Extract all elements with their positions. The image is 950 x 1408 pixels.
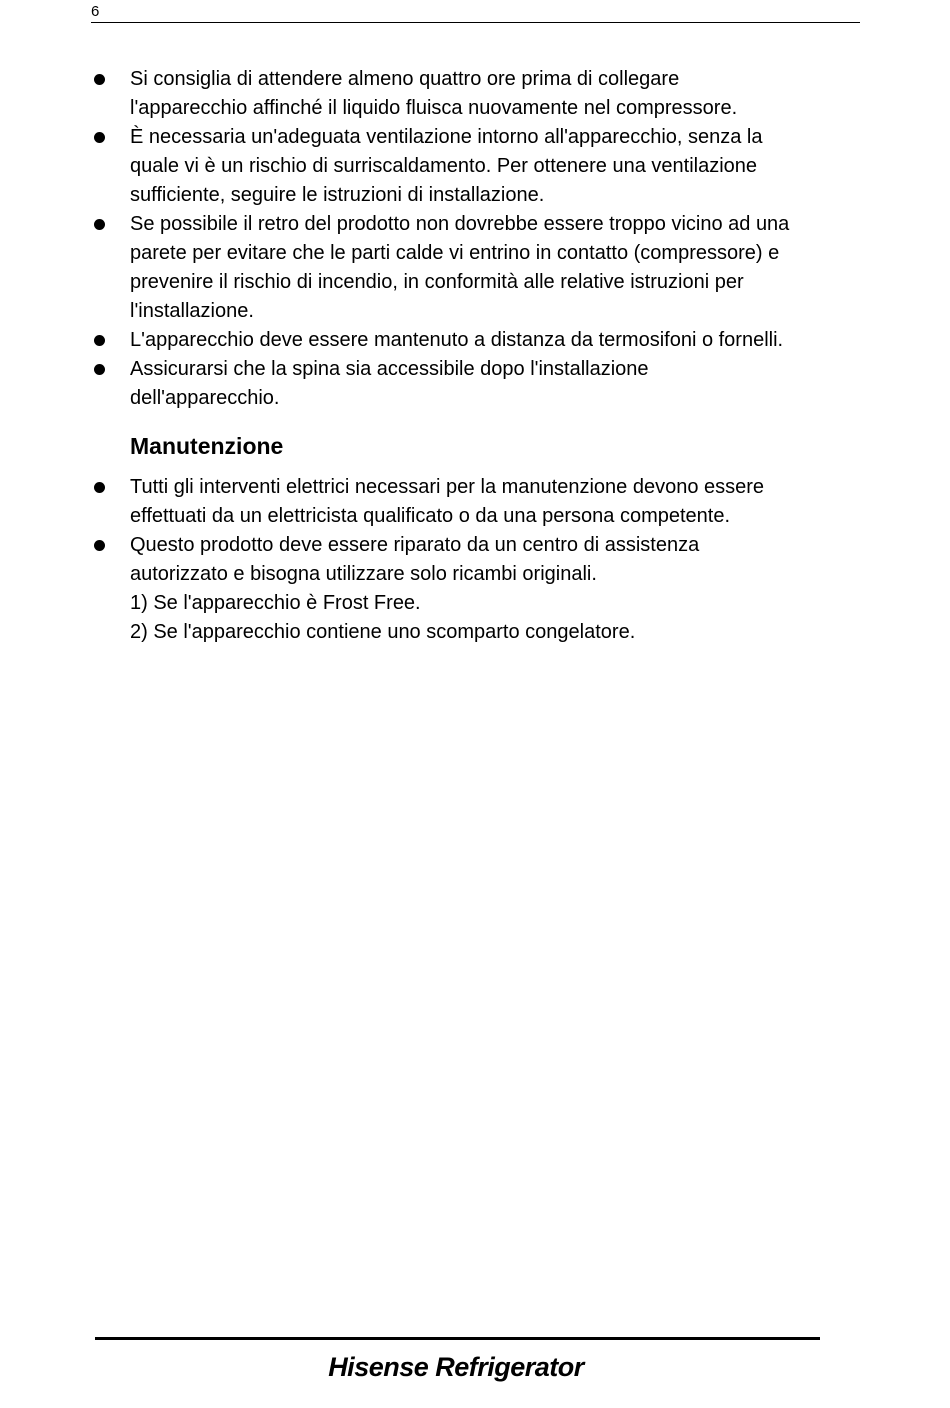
- bullet-icon: [94, 74, 105, 85]
- maintenance-list: [0, 473, 950, 589]
- footer-rule: [95, 1337, 820, 1340]
- bullet-icon: [94, 482, 105, 493]
- text-line: Assicurarsi che la spina sia accessibile dopo l'installazione: [130, 358, 649, 380]
- text-line: Se possibile il retro del prodotto non dovrebbe essere troppo vicino ad una: [130, 213, 790, 235]
- text-line: È necessaria un'adeguata ventilazione intorno all'apparecchio, senza la: [130, 126, 763, 148]
- text-line: quale vi è un rischio di surriscaldamento. Per ottenere una ventilazione: [130, 155, 758, 177]
- bullet-icon: [94, 219, 105, 230]
- footnote: 2) Se l'apparecchio contiene uno scomparto congelatore.: [130, 621, 636, 643]
- bullet-icon: [94, 364, 105, 375]
- safety-list: [0, 65, 950, 413]
- text-line: effettuati da un elettricista qualificato o da una persona competente.: [130, 505, 731, 527]
- bullet-icon: [94, 335, 105, 346]
- bullet-icon: [94, 540, 105, 551]
- list-item: [0, 123, 950, 210]
- bullet-icon: [94, 132, 105, 143]
- list-item: [0, 531, 950, 589]
- list-item: [0, 355, 950, 413]
- text-line: parete per evitare che le parti calde vi entrino in contatto (compressore) e: [130, 242, 780, 264]
- list-item: [0, 210, 950, 326]
- list-item: [0, 326, 950, 355]
- text-line: Questo prodotto deve essere riparato da un centro di assistenza: [130, 534, 700, 556]
- list-item: [0, 65, 950, 123]
- text-line: Tutti gli interventi elettrici necessari per la manutenzione devono essere: [130, 476, 765, 498]
- text-line: prevenire il rischio di incendio, in conformità alle relative istruzioni per: [130, 271, 744, 293]
- page-number: 6: [91, 3, 100, 20]
- brand-logo: Hisense Refrigerator: [328, 1352, 584, 1382]
- text-line: Si consiglia di attendere almeno quattro ore prima di collegare: [130, 68, 680, 90]
- header-rule: [91, 22, 860, 23]
- text-line: l'installazione.: [130, 300, 254, 322]
- text-line: dell'apparecchio.: [130, 387, 280, 409]
- text-line: sufficiente, seguire le istruzioni di installazione.: [130, 184, 545, 206]
- page-content: [0, 65, 950, 647]
- text-line: L'apparecchio deve essere mantenuto a distanza da termosifoni o fornelli.: [130, 329, 784, 351]
- footnote: 1) Se l'apparecchio è Frost Free.: [130, 592, 421, 614]
- list-item: [0, 473, 950, 531]
- text-line: l'apparecchio affinché il liquido fluisca nuovamente nel compressore.: [130, 97, 738, 119]
- section-title: Manutenzione: [130, 433, 284, 459]
- text-line: autorizzato e bisogna utilizzare solo ricambi originali.: [130, 563, 597, 585]
